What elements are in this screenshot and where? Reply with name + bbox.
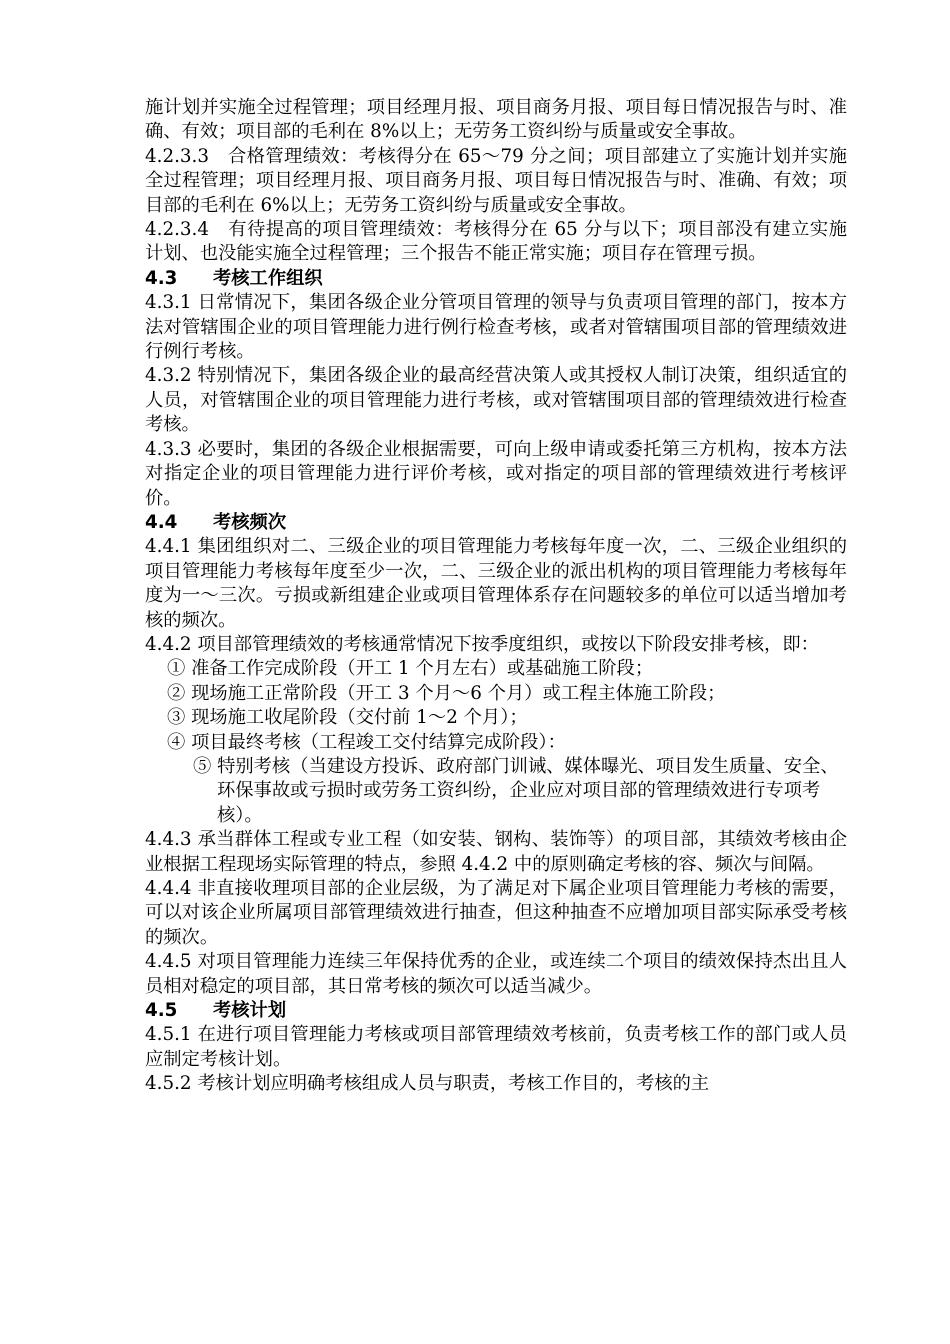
paragraph-4-3-1: 4.3.1 日常情况下，集团各级企业分管项目管理的领导与负责项目管理的部门，按本方法对管辖围企业的项目管理能力进行例行检查考核，或者对管辖围项目部的管理绩效进行例行考核。 (145, 292, 847, 363)
list-item-2: ② 现场施工正常阶段（开工 3 个月～6 个月）或工程主体施工阶段； (167, 682, 726, 704)
section-number: 4.4 (145, 511, 178, 533)
paragraph-4-5-2: 4.5.2 考核计划应明确考核组成人员与职责，考核工作目的，考核的主 (145, 1073, 710, 1095)
section-heading-4-3 (145, 267, 847, 291)
list-item-4: ④ 项目最终考核（工程竣工交付结算完成阶段）： (167, 731, 566, 753)
document-body (145, 96, 847, 1097)
section-title: 考核频次 (213, 511, 287, 533)
paragraph-4-2-3-4: 4.2.3.4 有待提高的项目管理绩效：考核得分在 65 分与以下；项目部没有建立实施计划、也没能实施全过程管理；三个报告不能正常实施；项目存在管理亏损。 (145, 219, 847, 265)
list-item-5: ⑤ 特别考核（当建设方投诉、政府部门训诫、媒体曝光、项目发生质量、安全、环保事故或亏损时或劳务工资纠纷，企业应对项目部的管理绩效进行专项考核）。 (193, 755, 839, 826)
list-item-1: ① 准备工作完成阶段（开工 1 个月左右）或基础施工阶段； (167, 658, 654, 680)
paragraph-4-3-2: 4.3.2 特别情况下，集团各级企业的最高经营决策人或其授权人制订决策，组织适宜的人员，对管辖围企业的项目管理能力进行考核，或对管辖围项目部的管理绩效进行检查考核。 (145, 365, 847, 436)
section-number: 4.5 (145, 1000, 178, 1022)
section-number: 4.3 (145, 267, 178, 289)
paragraph-4-4-5: 4.4.5 对项目管理能力连续三年保持优秀的企业，或连续二个项目的绩效保持杰出且人员相对稳定的项目部，其日常考核的频次可以适当减少。 (145, 951, 847, 997)
paragraph-4-4-1: 4.4.1 集团组织对二、三级企业的项目管理能力考核每年度一次，二、三级企业组织的项目管理能力考核每年度至少一次，二、三级企业的派出机构的项目管理能力考核每年度为一～三次。亏损或新组建企业或项目管理体系存在问题较多的单位可以适当增加考核的频次。 (145, 536, 847, 631)
paragraph-4-4-4: 4.4.4 非直接收理项目部的企业层级，为了满足对下属企业项目管理能力考核的需要，可以对该企业所属项目部管理绩效进行抽查，但这种抽查不应增加项目部实际承受考核的频次。 (145, 878, 847, 948)
paragraph-4-4-2: 4.4.2 项目部管理绩效的考核通常情况下按季度组织，或按以下阶段安排考核，即： (145, 633, 819, 655)
paragraph-4-3-3: 4.3.3 必要时，集团的各级企业根据需要，可向上级申请或委托第三方机构，按本方法对指定企业的项目管理能力进行评价考核，或对指定的项目部的管理绩效进行考核评价。 (145, 438, 847, 509)
paragraph-4-2-3-3: 4.2.3.3 合格管理绩效：考核得分在 65～79 分之间；项目部建立了实施计划并实施全过程管理；项目经理月报、项目商务月报、项目每日情况报告与时、准确、有效；项目部的毛利在 6%以上；无劳务工资纠纷与质量或安全事故。 (145, 145, 847, 216)
section-title: 考核计划 (213, 1000, 287, 1022)
paragraph-4-5-1: 4.5.1 在进行项目管理能力考核或项目部管理绩效考核前，负责考核工作的部门或人员应制定考核计划。 (145, 1024, 847, 1070)
paragraph-4-2-3-2-cont: 施计划并实施全过程管理；项目经理月报、项目商务月报、项目每日情况报告与时、准确、有效；项目部的毛利在 8%以上；无劳务工资纠纷与质量或安全事故。 (145, 97, 847, 143)
section-heading-4-4 (145, 511, 847, 535)
list-item-3: ③ 现场施工收尾阶段（交付前 1～2 个月）； (167, 707, 528, 729)
paragraph-4-4-3: 4.4.3 承当群体工程或专业工程（如安装、钢构、装饰等）的项目部，其绩效考核由企业根据工程现场实际管理的特点，参照 4.4.2 中的原则确定考核的容、频次与间隔。 (145, 829, 847, 875)
section-heading-4-5 (145, 999, 847, 1023)
section-title: 考核工作组织 (213, 267, 323, 289)
